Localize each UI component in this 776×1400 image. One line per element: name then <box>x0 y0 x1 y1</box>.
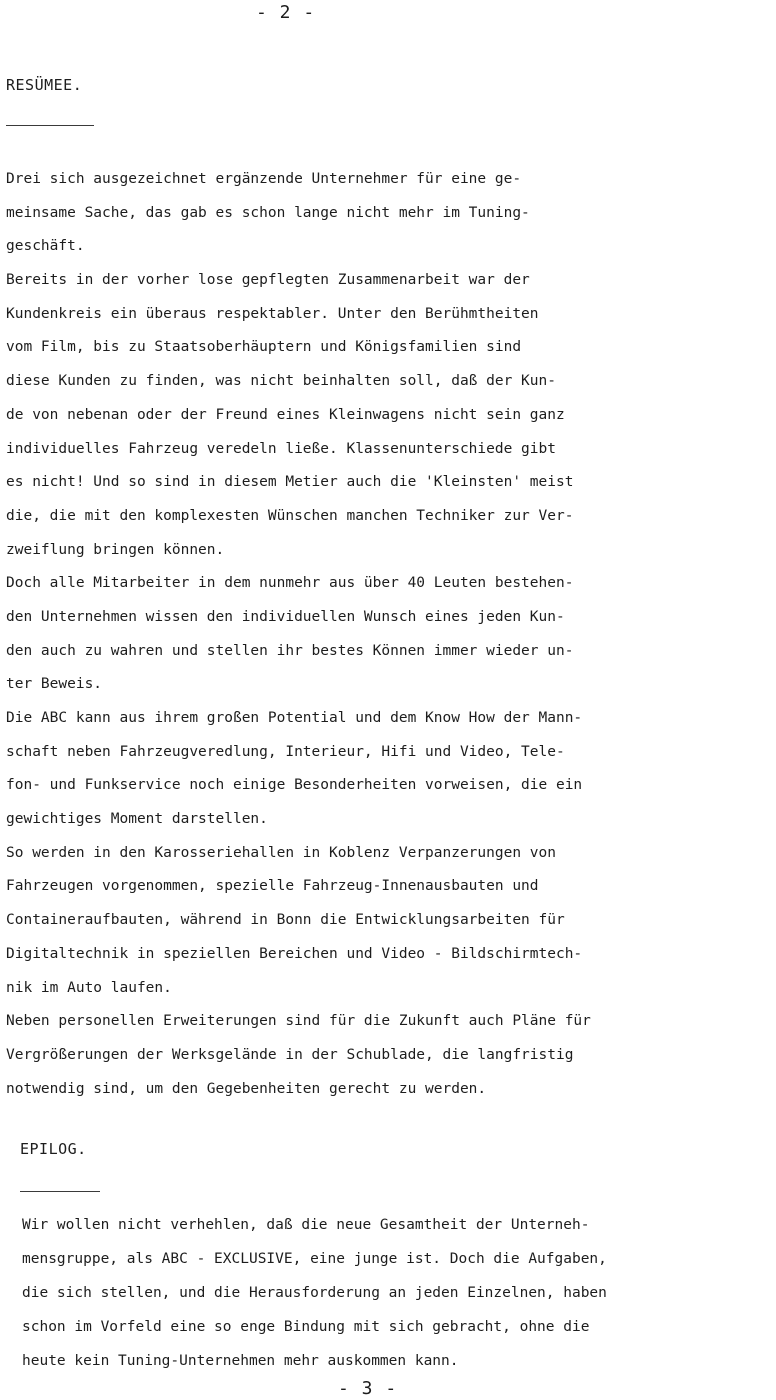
text-line: Vergrößerungen der Werksgelände in der Schublade, die langfristig <box>6 1046 574 1063</box>
text-line: ter Beweis. <box>6 676 103 693</box>
text-line: die sich stellen, und die Herausforderung an jeden Einzelnen, haben <box>22 1285 607 1301</box>
text-line: geschäft. <box>6 238 85 255</box>
resume-body <box>6 163 591 1106</box>
text-line: vom Film, bis zu Staatsoberhäuptern und Königsfamilien sind <box>6 339 522 356</box>
text-line: zweiflung bringen können. <box>6 541 225 558</box>
epilog-heading: EPILOG. <box>20 1140 87 1158</box>
text-line: es nicht! Und so sind in diesem Metier auch die 'Kleinsten' meist <box>6 474 574 491</box>
text-line: Kundenkreis ein überaus respektabler. Unter den Berühmtheiten <box>6 305 539 322</box>
epilog-heading-underline <box>20 1191 100 1192</box>
text-line: Die ABC kann aus ihrem großen Potential und dem Know How der Mann- <box>6 710 583 726</box>
text-line: gewichtiges Moment darstellen. <box>6 811 268 828</box>
text-line: diese Kunden zu finden, was nicht beinhalten soll, daß der Kun- <box>6 373 556 390</box>
text-line: schon im Vorfeld eine so enge Bindung mit sich gebracht, ohne die <box>22 1319 590 1335</box>
text-line: Drei sich ausgezeichnet ergänzende Unternehmer für eine ge- <box>6 171 522 187</box>
text-line: Neben personellen Erweiterungen sind für die Zukunft auch Pläne für <box>6 1013 591 1030</box>
resume-heading: RESÜMEE. <box>6 76 83 94</box>
text-line: Wir wollen nicht verhehlen, daß die neue Gesamtheit der Unterneh- <box>22 1217 590 1233</box>
text-line: Fahrzeugen vorgenommen, spezielle Fahrzeug-Innenausbauten und <box>6 878 539 895</box>
text-line: heute kein Tuning-Unternehmen mehr auskommen kann. <box>22 1353 459 1369</box>
text-line: mensgruppe, als ABC - EXCLUSIVE, eine junge ist. Doch die Aufgaben, <box>22 1251 607 1267</box>
text-line: Doch alle Mitarbeiter in dem nunmehr aus über 40 Leuten bestehen- <box>6 575 574 592</box>
resume-heading-underline <box>6 125 94 126</box>
page-number-top: - 2 - <box>256 2 316 23</box>
text-line: meinsame Sache, das gab es schon lange nicht mehr im Tuning- <box>6 204 530 221</box>
text-line: den auch zu wahren und stellen ihr bestes Können immer wieder un- <box>6 642 574 659</box>
text-line: Digitaltechnik in speziellen Bereichen und Video - Bildschirmtech- <box>6 945 583 962</box>
text-line: nik im Auto laufen. <box>6 979 172 996</box>
text-line: de von nebenan oder der Freund eines Kleinwagens nicht sein ganz <box>6 406 565 423</box>
text-line: die, die mit den komplexesten Wünschen manchen Techniker zur Ver- <box>6 507 574 524</box>
text-line: Bereits in der vorher lose gepflegten Zusammenarbeit war der <box>6 272 530 289</box>
text-line: den Unternehmen wissen den individuellen Wunsch eines jeden Kun- <box>6 608 565 625</box>
text-line: So werden in den Karosseriehallen in Koblenz Verpanzerungen von <box>6 844 556 861</box>
text-line: Containeraufbauten, während in Bonn die Entwicklungsarbeiten für <box>6 912 565 929</box>
page-number-bottom: - 3 - <box>338 1378 398 1399</box>
text-line: schaft neben Fahrzeugveredlung, Interieur, Hifi und Video, Tele- <box>6 743 565 760</box>
text-line: individuelles Fahrzeug veredeln ließe. Klassenunterschiede gibt <box>6 440 556 457</box>
text-line: fon- und Funkservice noch einige Besonderheiten vorweisen, die ein <box>6 777 583 794</box>
epilog-body <box>22 1208 607 1378</box>
text-line: notwendig sind, um den Gegebenheiten gerecht zu werden. <box>6 1080 487 1097</box>
